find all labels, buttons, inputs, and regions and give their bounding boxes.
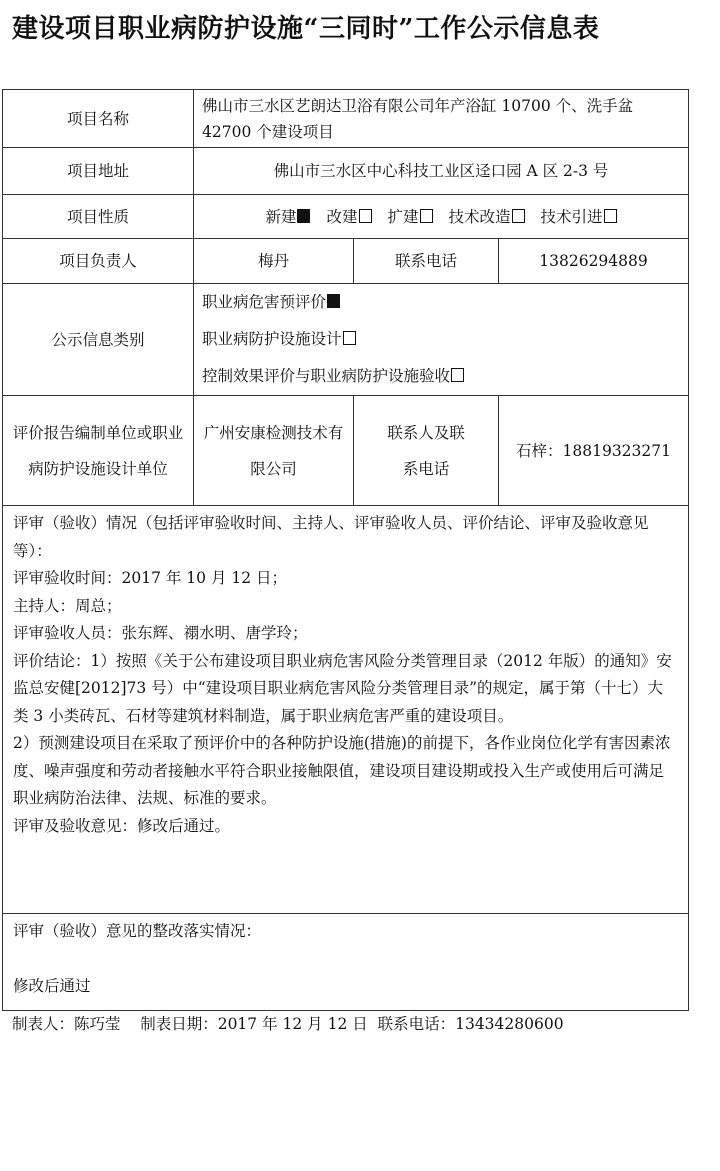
value: 佛山市三水区艺朗达卫浴有限公司年产浴缸 10700 个、洗手盆 42700 个建设项目 [194, 90, 689, 148]
review-line: 评审（验收）情况（包括评审验收时间、主持人、评审验收人员、评价结论、评审及验收意见等）： [13, 514, 649, 560]
row-project-name [3, 90, 689, 148]
option [202, 321, 680, 358]
option-label: 技术改造 [448, 207, 511, 226]
checked-box-icon [297, 209, 310, 223]
footer: 制表人：陈巧莹 制表日期：2017 年 12 月 12 日 联系电话：13434280600 [12, 1015, 564, 1033]
label: 公示信息类别 [3, 284, 194, 396]
phone-label: 联系电话 [354, 239, 499, 284]
option-label: 职业病危害预评价 [202, 293, 327, 311]
option-label: 扩建 [387, 207, 419, 226]
option [541, 208, 617, 226]
row-review [3, 506, 689, 914]
row-project-nature [3, 195, 689, 239]
label: 项目名称 [3, 90, 194, 148]
label: 评价报告编制单位或职业病防护设施设计单位 [3, 396, 194, 506]
option-label: 职业病防护设施设计 [202, 330, 342, 348]
label: 项目负责人 [3, 239, 194, 284]
checked-box-icon [327, 294, 340, 308]
contact-label: 联系人及联系电话 [354, 396, 499, 506]
unchecked-box-icon [512, 209, 525, 223]
leader-phone: 13826294889 [499, 239, 689, 284]
option [449, 208, 525, 226]
option-label: 控制效果评价与职业病防护设施验收 [202, 367, 451, 385]
label: 项目性质 [3, 195, 194, 239]
row-project-leader [3, 239, 689, 284]
review-line: 评审及验收意见：修改后通过。 [13, 816, 231, 835]
rectification-content [3, 914, 689, 1011]
option-label: 技术引进 [540, 207, 603, 226]
option [388, 208, 433, 226]
review-line: 评审验收人员：张东辉、禤水明、唐学玲； [13, 624, 308, 642]
review-line: 评审验收时间：2017 年 10 月 12 日； [13, 569, 288, 587]
review-line: 2）预测建设项目在采取了预评价中的各种防护设施(措施)的前提下，各作业岗位化学有害因素浓度、噪声强度和劳动者接触水平符合职业接触限值，建设项目建设期或投入生产或使用后可满足职业病防治法律、法规、标准的要求。 [13, 734, 671, 807]
category-options [194, 284, 689, 396]
page-title: 建设项目职业病防护设施“三同时”工作公示信息表 [12, 14, 600, 44]
option [202, 284, 680, 321]
contact: 石梓：18819323271 [499, 396, 689, 506]
rectification-label: 评审（验收）意见的整改落实情况： [13, 922, 262, 940]
option [265, 208, 310, 226]
row-eval-unit [3, 396, 689, 506]
option [326, 208, 371, 226]
row-project-address [3, 148, 689, 195]
unchecked-box-icon [451, 368, 464, 382]
row-category [3, 284, 689, 396]
review-content [3, 506, 689, 914]
unchecked-box-icon [359, 209, 372, 223]
rectification-value: 修改后通过 [13, 976, 91, 995]
unit-name: 广州安康检测技术有限公司 [194, 396, 354, 506]
nature-options [194, 195, 689, 239]
value: 佛山市三水区中心科技工业区迳口园 A 区 2-3 号 [194, 148, 689, 195]
option-label: 新建 [265, 207, 297, 226]
unchecked-box-icon [343, 331, 356, 345]
unchecked-box-icon [604, 209, 617, 223]
label: 项目地址 [3, 148, 194, 195]
option-label: 改建 [326, 207, 358, 226]
info-table [2, 89, 689, 1011]
leader-name: 梅丹 [194, 239, 354, 284]
review-line: 主持人：周总； [13, 596, 122, 615]
unchecked-box-icon [420, 209, 433, 223]
review-line: 评价结论：1）按照《关于公布建设项目职业病危害风险分类管理目录（2012 年版）的通知》安监总安健[2012]73 号）中“建设项目职业病危害风险分类管理目录”的规定，属于第（十七）大类 3 小类砖瓦、石材等建筑材料制造，属于职业病危害严重的建设项目。 [13, 651, 672, 725]
row-rectification [3, 914, 689, 1011]
option [202, 358, 680, 395]
